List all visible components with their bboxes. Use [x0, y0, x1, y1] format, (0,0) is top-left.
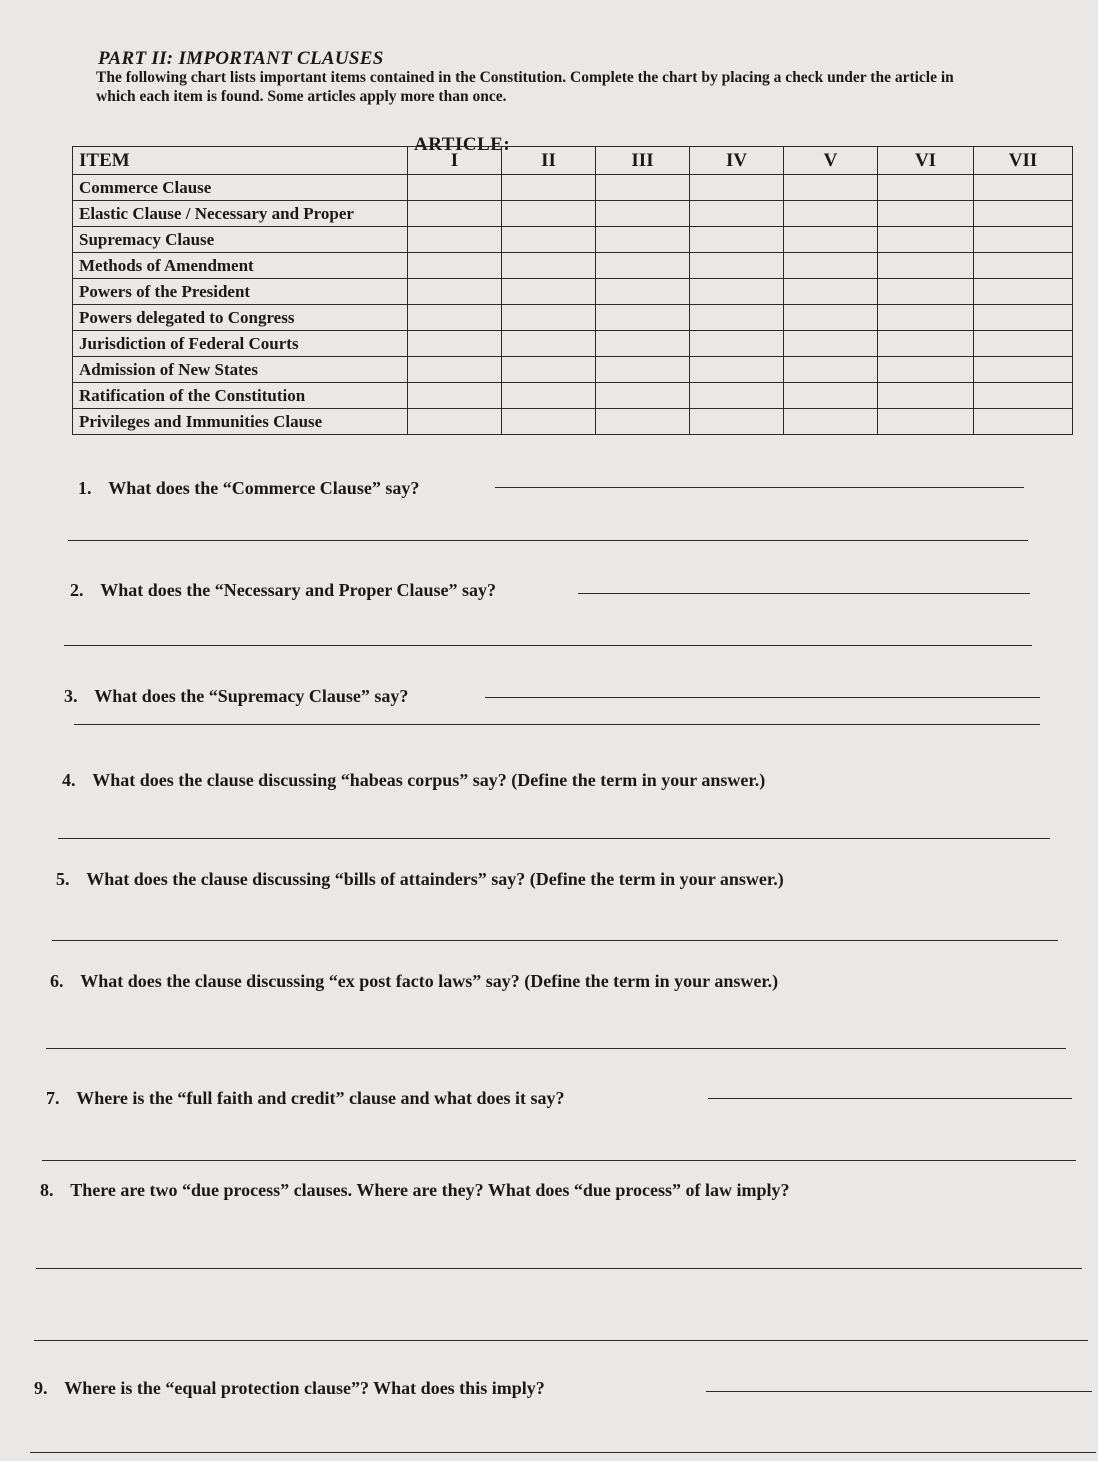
answer-line[interactable] [52, 940, 1058, 941]
check-cell[interactable] [784, 201, 878, 227]
check-cell[interactable] [408, 227, 502, 253]
check-cell[interactable] [408, 279, 502, 305]
question-number: 7. [46, 1088, 60, 1108]
check-cell[interactable] [784, 253, 878, 279]
article-header-iii: III [596, 147, 690, 175]
question-number: 1. [78, 478, 92, 498]
question-2 [70, 580, 496, 601]
check-cell[interactable] [784, 409, 878, 435]
chart-row [73, 383, 1073, 409]
question-text: What does the clause discussing “bills of attainders” say? (Define the term in your answer.) [86, 869, 784, 889]
check-cell[interactable] [596, 201, 690, 227]
article-label: ARTICLE: [414, 134, 511, 155]
check-cell[interactable] [502, 227, 596, 253]
article-header-vii: VII [974, 147, 1073, 175]
check-cell[interactable] [502, 175, 596, 201]
item-column-header: ITEM [73, 147, 408, 175]
check-cell[interactable] [690, 357, 784, 383]
item-label: Elastic Clause / Necessary and Proper [73, 201, 408, 227]
question-text: What does the clause discussing “habeas corpus” say? (Define the term in your answer.) [92, 770, 766, 790]
check-cell[interactable] [596, 253, 690, 279]
check-cell[interactable] [784, 383, 878, 409]
answer-line[interactable] [34, 1340, 1088, 1341]
answer-line[interactable] [58, 838, 1050, 839]
item-label: Methods of Amendment [73, 253, 408, 279]
clauses-chart [72, 146, 1073, 435]
item-label: Privileges and Immunities Clause [73, 409, 408, 435]
answer-line[interactable] [42, 1160, 1076, 1161]
answer-line[interactable] [46, 1048, 1066, 1049]
check-cell[interactable] [974, 253, 1073, 279]
check-cell[interactable] [596, 279, 690, 305]
check-cell[interactable] [408, 305, 502, 331]
chart-row [73, 331, 1073, 357]
check-cell[interactable] [878, 175, 974, 201]
check-cell[interactable] [878, 331, 974, 357]
check-cell[interactable] [974, 357, 1073, 383]
question-5 [56, 869, 784, 890]
question-text: Where is the “full faith and credit” clause and what does it say? [76, 1088, 565, 1108]
question-text: Where is the “equal protection clause”? What does this imply? [64, 1378, 545, 1398]
article-header-vi: VI [878, 147, 974, 175]
answer-line[interactable] [485, 697, 1040, 698]
check-cell[interactable] [878, 305, 974, 331]
check-cell[interactable] [690, 383, 784, 409]
check-cell[interactable] [878, 279, 974, 305]
part-title: PART II: IMPORTANT CLAUSES [98, 48, 384, 69]
question-number: 6. [50, 971, 64, 991]
answer-line[interactable] [708, 1098, 1072, 1099]
check-cell[interactable] [878, 253, 974, 279]
check-cell[interactable] [690, 175, 784, 201]
answer-line[interactable] [68, 540, 1028, 541]
check-cell[interactable] [502, 331, 596, 357]
question-7 [46, 1088, 565, 1109]
question-text: What does the “Commerce Clause” say? [108, 478, 420, 498]
article-header-iv: IV [690, 147, 784, 175]
check-cell[interactable] [596, 305, 690, 331]
answer-line[interactable] [36, 1268, 1082, 1269]
item-label: Commerce Clause [73, 175, 408, 201]
question-text: There are two “due process” clauses. Where are they? What does “due process” of law imply? [70, 1180, 790, 1200]
check-cell[interactable] [974, 175, 1073, 201]
check-cell[interactable] [596, 175, 690, 201]
check-cell[interactable] [502, 279, 596, 305]
question-number: 2. [70, 580, 84, 600]
check-cell[interactable] [408, 201, 502, 227]
answer-line[interactable] [64, 645, 1032, 646]
item-label: Supremacy Clause [73, 227, 408, 253]
check-cell[interactable] [690, 331, 784, 357]
item-label: Powers of the President [73, 279, 408, 305]
check-cell[interactable] [690, 253, 784, 279]
chart-row [73, 409, 1073, 435]
check-cell[interactable] [974, 227, 1073, 253]
check-cell[interactable] [784, 227, 878, 253]
check-cell[interactable] [784, 279, 878, 305]
check-cell[interactable] [690, 279, 784, 305]
check-cell[interactable] [974, 331, 1073, 357]
question-number: 8. [40, 1180, 54, 1200]
chart-header-row [73, 147, 1073, 175]
article-header-i: I [408, 147, 502, 175]
question-6 [50, 971, 778, 992]
check-cell[interactable] [974, 279, 1073, 305]
answer-line[interactable] [30, 1452, 1096, 1453]
question-1 [78, 478, 419, 499]
check-cell[interactable] [502, 357, 596, 383]
article-header-v: V [784, 147, 878, 175]
question-text: What does the clause discussing “ex post facto laws” say? (Define the term in your answer.) [80, 971, 779, 991]
question-9 [34, 1378, 545, 1399]
check-cell[interactable] [878, 227, 974, 253]
check-cell[interactable] [596, 409, 690, 435]
check-cell[interactable] [690, 409, 784, 435]
chart-row [73, 227, 1073, 253]
answer-line[interactable] [706, 1391, 1092, 1392]
check-cell[interactable] [974, 201, 1073, 227]
check-cell[interactable] [974, 409, 1073, 435]
check-cell[interactable] [974, 305, 1073, 331]
question-8 [40, 1180, 790, 1201]
check-cell[interactable] [974, 383, 1073, 409]
check-cell[interactable] [784, 357, 878, 383]
check-cell[interactable] [784, 331, 878, 357]
check-cell[interactable] [784, 305, 878, 331]
answer-line[interactable] [74, 724, 1040, 725]
check-cell[interactable] [502, 305, 596, 331]
check-cell[interactable] [408, 253, 502, 279]
check-cell[interactable] [502, 253, 596, 279]
item-label: Admission of New States [73, 357, 408, 383]
check-cell[interactable] [502, 201, 596, 227]
question-number: 4. [62, 770, 76, 790]
check-cell[interactable] [690, 201, 784, 227]
check-cell[interactable] [878, 383, 974, 409]
check-cell[interactable] [408, 409, 502, 435]
check-cell[interactable] [408, 175, 502, 201]
answer-line[interactable] [495, 487, 1024, 488]
chart-row [73, 201, 1073, 227]
article-header-ii: II [502, 147, 596, 175]
check-cell[interactable] [502, 409, 596, 435]
item-label: Ratification of the Constitution [73, 383, 408, 409]
item-label: Powers delegated to Congress [73, 305, 408, 331]
chart-row [73, 305, 1073, 331]
question-text: What does the “Supremacy Clause” say? [94, 686, 409, 706]
question-number: 3. [64, 686, 78, 706]
answer-line[interactable] [578, 593, 1030, 594]
question-text: What does the “Necessary and Proper Clause” say? [100, 580, 497, 600]
item-label: Jurisdiction of Federal Courts [73, 331, 408, 357]
question-number: 5. [56, 869, 70, 889]
check-cell[interactable] [690, 305, 784, 331]
question-3 [64, 686, 408, 707]
check-cell[interactable] [596, 357, 690, 383]
check-cell[interactable] [502, 383, 596, 409]
check-cell[interactable] [878, 357, 974, 383]
chart-row [73, 279, 1073, 305]
check-cell[interactable] [408, 331, 502, 357]
check-cell[interactable] [408, 383, 502, 409]
check-cell[interactable] [596, 227, 690, 253]
check-cell[interactable] [784, 175, 878, 201]
chart-row [73, 175, 1073, 201]
check-cell[interactable] [878, 409, 974, 435]
question-4 [62, 770, 765, 791]
question-number: 9. [34, 1378, 48, 1398]
check-cell[interactable] [878, 201, 974, 227]
check-cell[interactable] [596, 383, 690, 409]
check-cell[interactable] [596, 331, 690, 357]
chart-row [73, 253, 1073, 279]
check-cell[interactable] [690, 227, 784, 253]
instructions: The following chart lists important items contained in the Constitution. Complete the chart by placing a check under the article in which each item is found. Some articles apply more than once. [96, 69, 954, 105]
check-cell[interactable] [408, 357, 502, 383]
chart-row [73, 357, 1073, 383]
